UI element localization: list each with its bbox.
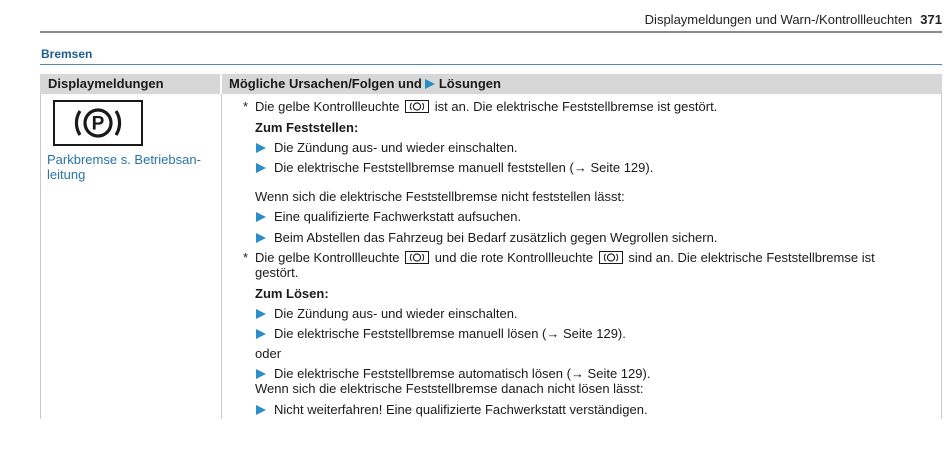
block2-cause-line [255,250,875,265]
block1-heading: Zum Feststellen: [255,120,359,135]
block2-cause-b: und die rote Kontrollleuchte [434,250,594,265]
message-caption-line2: leitung [47,167,86,182]
table-column-divider [221,94,222,419]
table-left-border [40,94,41,419]
block2-step4: Nicht weiterfahren! Eine qualifizierte Fachwerkstatt verständigen. [274,402,648,417]
play-arrow-icon [256,212,266,222]
block1-step3: Eine qualifizierte Fachwerkstatt aufsuchen. [274,209,522,224]
parking-brake-icon-letter: P [91,113,105,135]
parking-brake-lamp-icon [599,251,623,264]
header-divider [220,74,222,94]
play-arrow-icon [256,329,266,339]
column-header-causes-solutions [229,76,501,91]
running-header-title: Displaymeldungen und Warn-/Kontrollleuchten [644,12,913,27]
running-header [645,12,942,27]
play-arrow-icon [256,163,266,173]
block1-cause-b: ist an. Die elektrische Feststellbremse ist gestört. [434,99,718,114]
block2-or: oder [255,346,282,361]
play-arrow-icon [256,405,266,415]
parking-brake-display-icon [53,100,143,146]
column-header-causes-text: Mögliche Ursachen/Folgen und [229,76,422,91]
column-header-solutions-text: Lösungen [438,76,501,91]
block1-step4: Beim Abstellen das Fahrzeug bei Bedarf zusätzlich gegen Wegrollen sichern. [274,230,718,245]
block2-step2: Die elektrische Feststellbremse manuell lösen (→ Seite 129). [274,326,626,341]
message-caption [47,152,217,182]
block2-cause-d: gestört. [255,265,299,280]
block1-step1: Die Zündung aus- und wieder einschalten. [274,140,518,155]
play-arrow-icon [256,309,266,319]
parking-brake-lamp-icon [405,251,429,264]
footnote-star: * [243,99,249,114]
block2-note: Wenn sich die elektrische Feststellbremse danach nicht lösen lässt: [255,381,644,396]
play-arrow-icon [256,369,266,379]
section-title: Bremsen [41,47,93,61]
block1-cause-a: Die gelbe Kontrollleuchte [255,99,400,114]
message-caption-line1: Parkbremse s. Betriebsan- [47,152,201,167]
play-arrow-icon [256,143,266,153]
section-rule [40,64,942,65]
block1-step2: Die elektrische Feststellbremse manuell feststellen (→ Seite 129). [274,160,654,175]
footnote-star: * [243,250,249,265]
parking-brake-icon [55,102,141,144]
block2-heading: Zum Lösen: [255,286,329,301]
play-arrow-icon [425,79,435,89]
column-header-display-messages: Displaymeldungen [48,76,164,91]
block2-cause-a: Die gelbe Kontrollleuchte [255,250,400,265]
block2-cause-c: sind an. Die elektrische Feststellbremse ist [628,250,875,265]
parking-brake-lamp-icon [405,100,429,113]
table-right-border [941,94,942,419]
block2-step3: Die elektrische Feststellbremse automatisch lösen (→ Seite 129). [274,366,651,381]
page-number: 371 [920,12,942,27]
play-arrow-icon [256,233,266,243]
block1-cause-line [255,99,717,114]
table-header-row [40,74,942,94]
block1-note: Wenn sich die elektrische Feststellbremse nicht feststellen lässt: [255,189,625,204]
block2-step1: Die Zündung aus- und wieder einschalten. [274,306,518,321]
header-rule [40,31,942,33]
